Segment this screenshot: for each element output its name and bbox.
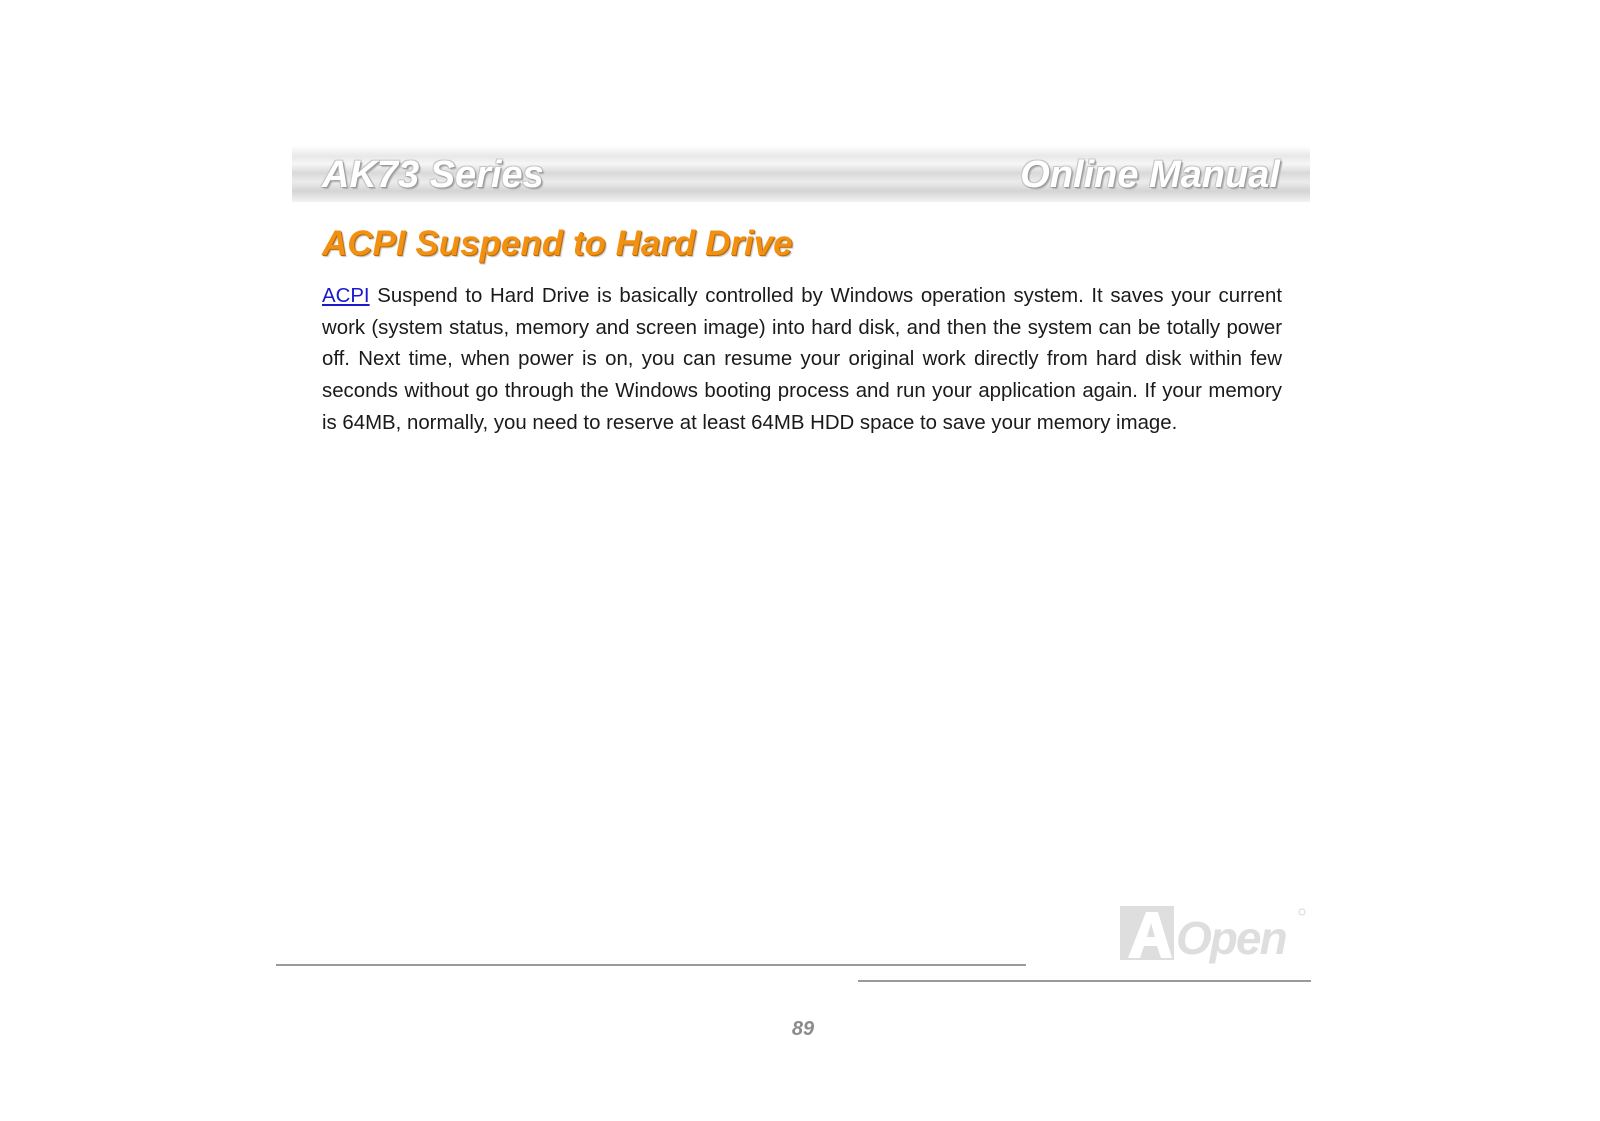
body-paragraph	[322, 281, 1282, 440]
footer-rule-left	[276, 964, 1026, 966]
page-number: 89	[791, 1018, 815, 1040]
manual-title: Online Manual	[1020, 154, 1280, 196]
section-heading: ACPI Suspend to Hard Drive	[322, 224, 793, 263]
body-text: Suspend to Hard Drive is basically controlled by Windows operation system. It saves your current work (system status, memory and screen image) into hard disk, and then the system can be totally power off. Next time, when power is on, you can resume your original work directly from hard disk within few seconds without go through the Windows booting process and run your application again. If your memory is 64MB, normally, you need to reserve at least 64MB HDD space to save your memory image.	[322, 285, 1282, 434]
acpi-link[interactable]: ACPI	[322, 285, 370, 307]
footer-rule-right	[858, 980, 1311, 982]
svg-text:Open: Open	[1176, 912, 1286, 964]
aopen-logo	[1118, 904, 1308, 968]
series-title: AK73 Series	[322, 154, 544, 196]
